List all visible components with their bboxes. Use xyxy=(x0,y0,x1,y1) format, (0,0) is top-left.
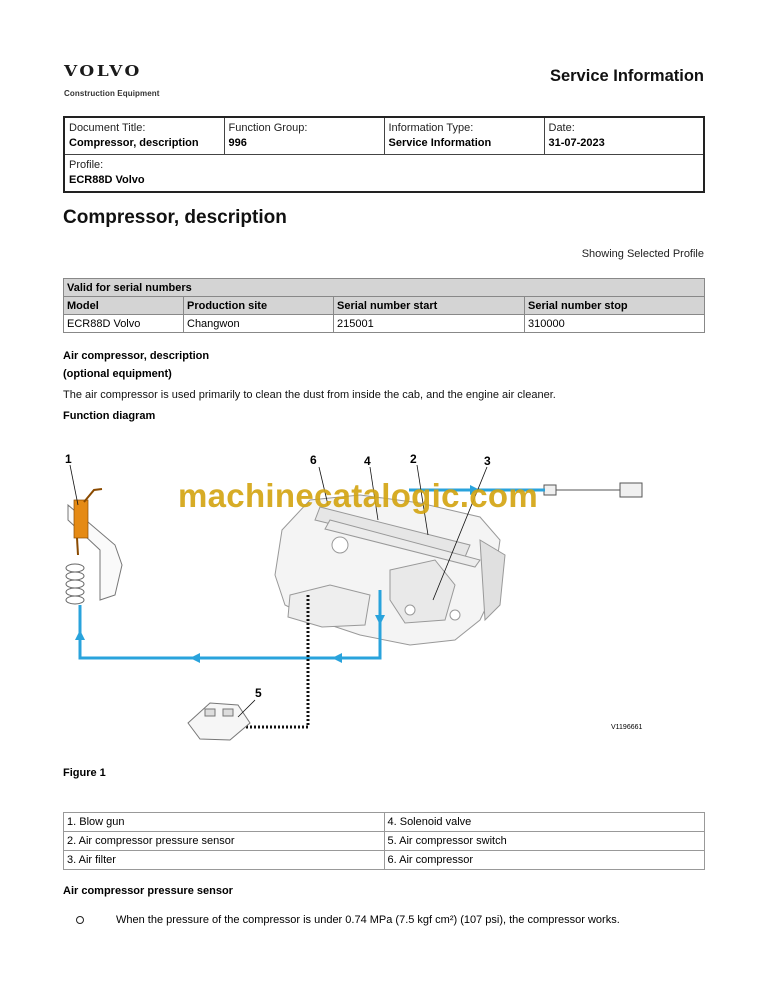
diagram-heading: Function diagram xyxy=(63,410,156,422)
callout-3: 3 xyxy=(484,454,491,468)
meta-cell-profile xyxy=(64,155,704,193)
document-type-title: Service Information xyxy=(549,67,704,85)
legend-table xyxy=(63,812,705,870)
table-row xyxy=(64,851,705,870)
meta-value: 996 xyxy=(228,137,247,149)
serial-table-caption: Valid for serial numbers xyxy=(64,279,705,297)
callout-5: 5 xyxy=(255,686,262,700)
table-row xyxy=(64,832,705,851)
cell-serial-stop: 310000 xyxy=(525,315,705,333)
sensor-bullet-text: When the pressure of the compressor is under 0.74 MPa (7.5 kgf cm²) (107 psi), the compressor works. xyxy=(116,914,620,926)
blow-gun-drawing xyxy=(66,489,122,604)
document-meta-table xyxy=(63,116,705,193)
meta-label: Information Type: xyxy=(388,122,474,134)
meta-label: Date: xyxy=(548,122,575,134)
page-title: Compressor, description xyxy=(63,207,287,228)
serial-number-table xyxy=(63,278,705,333)
figure-id: V1196661 xyxy=(611,724,643,731)
table-row xyxy=(64,813,705,832)
legend-item: 2. Air compressor pressure sensor xyxy=(64,832,385,851)
figure-caption: Figure 1 xyxy=(63,767,106,779)
meta-label: Function Group: xyxy=(228,122,308,134)
callout-2: 2 xyxy=(410,452,417,466)
legend-item: 3. Air filter xyxy=(64,851,385,870)
meta-cell-date xyxy=(544,117,704,155)
brand-wordmark: VOLVO xyxy=(64,63,142,80)
callout-1: 1 xyxy=(65,452,72,466)
sensor-bullet xyxy=(76,914,620,926)
section-body: The air compressor is used primarily to clean the dust from inside the cab, and the engine air cleaner. xyxy=(63,389,556,401)
table-row xyxy=(64,315,705,333)
bullet-circle-icon xyxy=(76,916,84,924)
legend-item: 5. Air compressor switch xyxy=(384,832,705,851)
meta-cell-document-title xyxy=(64,117,224,155)
legend-item: 6. Air compressor xyxy=(384,851,705,870)
profile-note: Showing Selected Profile xyxy=(581,248,704,260)
meta-value: Compressor, description xyxy=(69,137,199,149)
column-header: Model xyxy=(64,297,184,315)
column-header: Production site xyxy=(184,297,334,315)
compressor-engine-drawing xyxy=(275,495,505,645)
meta-value: Service Information xyxy=(388,137,492,149)
meta-value: ECR88D Volvo xyxy=(69,174,145,186)
volvo-logo xyxy=(64,63,160,98)
meta-value: 31-07-2023 xyxy=(548,137,605,149)
function-diagram xyxy=(60,445,710,750)
callout-6: 6 xyxy=(310,453,317,467)
brand-subtitle: Construction Equipment xyxy=(64,89,160,98)
air-hose-drawing xyxy=(544,483,642,497)
callout-4: 4 xyxy=(364,454,371,468)
column-header: Serial number stop xyxy=(525,297,705,315)
section-heading: Air compressor, description xyxy=(63,350,210,362)
column-header: Serial number start xyxy=(334,297,525,315)
meta-label: Document Title: xyxy=(69,122,146,134)
legend-item: 4. Solenoid valve xyxy=(384,813,705,832)
meta-label: Profile: xyxy=(69,159,104,171)
legend-item: 1. Blow gun xyxy=(64,813,385,832)
section-subheading: (optional equipment) xyxy=(63,368,172,380)
cell-model: ECR88D Volvo xyxy=(64,315,184,333)
watermark-text: machinecatalogic.com xyxy=(178,477,538,514)
meta-cell-information-type xyxy=(384,117,544,155)
cell-serial-start: 215001 xyxy=(334,315,525,333)
meta-cell-function-group xyxy=(224,117,384,155)
compressor-switch-drawing xyxy=(188,703,250,740)
sensor-heading: Air compressor pressure sensor xyxy=(63,885,233,897)
cell-production-site: Changwon xyxy=(184,315,334,333)
